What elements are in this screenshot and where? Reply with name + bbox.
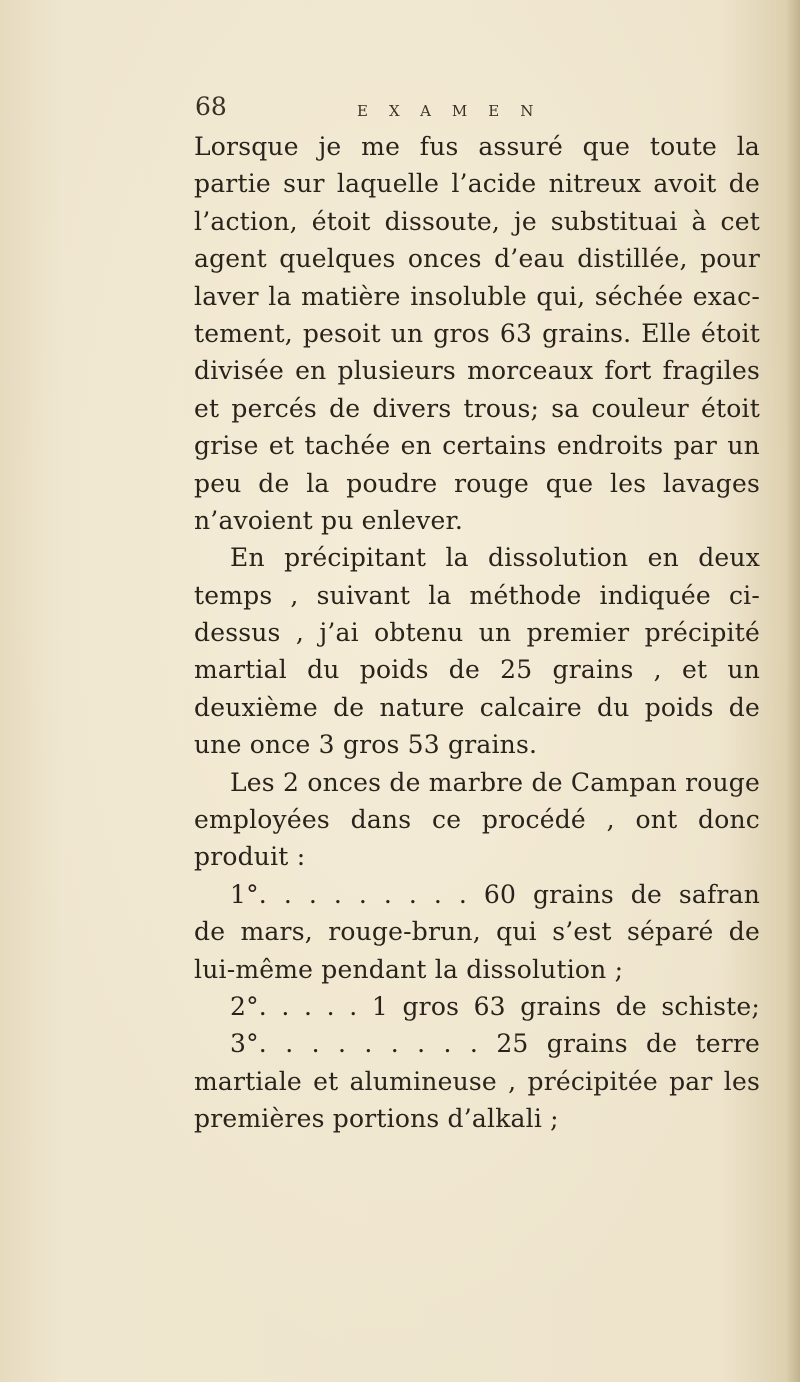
page-number: 68 [195, 92, 227, 121]
body-text [194, 128, 760, 1138]
running-title: EXAMEN [357, 102, 555, 120]
text-line: employées dans ce procédé , ont donc [194, 805, 760, 835]
text-line: martial du poids de 25 grains , et un [194, 655, 760, 685]
text-line: 1°. . . . . . . . . 60 grains de safran [230, 879, 760, 909]
text-line: tement, pesoit un gros 63 grains. Elle étoit [194, 318, 760, 348]
text-line: grise et tachée en certains endroits par un [194, 431, 760, 461]
text-line: dessus , j’ai obtenu un premier précipité [194, 618, 760, 648]
text-line: 2°. . . . . 1 gros 63 grains de schiste; [230, 991, 760, 1021]
text-line: 3°. . . . . . . . . 25 grains de terre [230, 1029, 760, 1059]
text-line: partie sur laquelle l’acide nitreux avoit de [194, 169, 760, 199]
text-line: temps , suivant la méthode indiquée ci- [194, 580, 760, 610]
text-line: Lorsque je me fus assuré que toute la [194, 132, 760, 161]
text-line: agent quelques onces d’eau distillée, pour [194, 244, 760, 274]
text-line: En précipitant la dissolution en deux [230, 543, 760, 573]
text-line: martiale et alumineuse , précipitée par les [194, 1066, 760, 1096]
text-line: de mars, rouge-brun, qui s’est séparé de [194, 917, 760, 947]
text-line: lui-même pendant la dissolution ; [194, 954, 624, 984]
text-line: peu de la poudre rouge que les lavages [194, 468, 760, 498]
text-line: une once 3 gros 53 grains. [194, 730, 538, 760]
page-header [195, 92, 615, 132]
text-line: laver la matière insoluble qui, séchée exac- [194, 281, 760, 311]
text-line: l’action, étoit dissoute, je substituai à cet [194, 206, 760, 236]
text-line: n’avoient pu enlever. [194, 505, 464, 535]
text-line: deuxième de nature calcaire du poids de [194, 692, 760, 722]
text-line: produit : [194, 842, 306, 872]
text-line: premières portions d’alkali ; [194, 1104, 559, 1134]
page-edge-shadow [786, 0, 800, 1382]
text-line: et percés de divers trous; sa couleur étoit [194, 393, 760, 423]
text-line: Les 2 onces de marbre de Campan rouge [230, 767, 760, 797]
text-line: divisée en plusieurs morceaux fort fragiles [194, 356, 760, 386]
